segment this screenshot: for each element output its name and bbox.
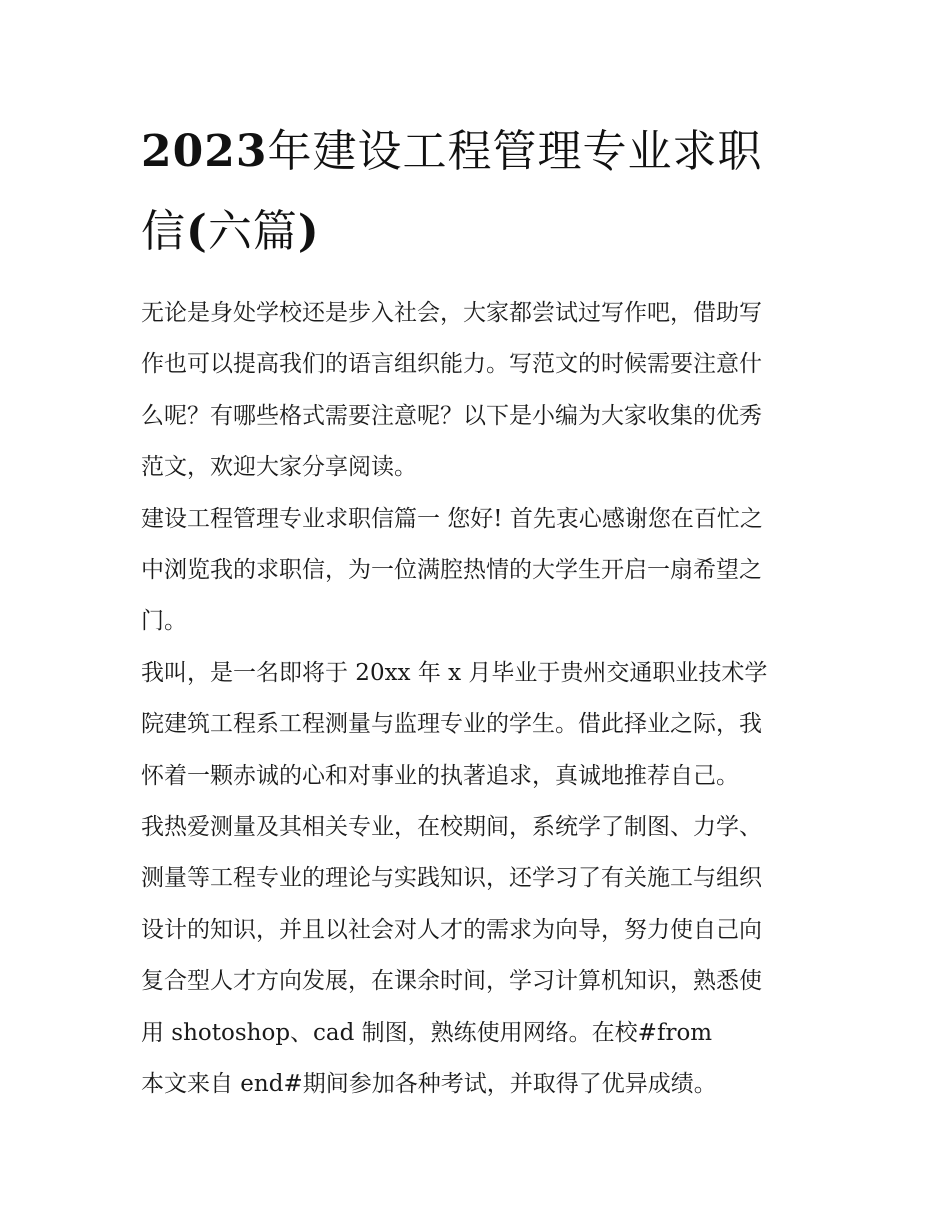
- text-line: 测量等工程专业的理论与实践知识，还学习了有关施工与组织: [141, 865, 762, 892]
- text-line: 范文，欢迎大家分享阅读。: [141, 454, 417, 481]
- document-content: [141, 112, 813, 1111]
- text-line: 用 shotoshop、cad 制图，熟练使用网络。在校#from: [141, 1019, 713, 1046]
- text-line: 么呢？有哪些格式需要注意呢？以下是小编为大家收集的优秀: [141, 402, 762, 429]
- title-paren-close: ): [297, 206, 320, 257]
- text-line: 作也可以提高我们的语言组织能力。写范文的时候需要注意什: [141, 351, 762, 378]
- title-text-2a: 信: [141, 206, 186, 257]
- paragraph-skills: [141, 802, 813, 1059]
- paragraph-source: [141, 1059, 813, 1110]
- text-line: 门。: [141, 608, 187, 635]
- paragraph-introduction-self: [141, 648, 813, 802]
- text-line: 本文来自 end#期间参加各种考试，并取得了优异成绩。: [141, 1071, 717, 1098]
- title-line-2: [141, 192, 813, 272]
- text-line: 院建筑工程系工程测量与监理专业的学生。借此择业之际，我: [141, 711, 762, 738]
- paragraph-greeting: [141, 494, 813, 648]
- text-line: 我热爱测量及其相关专业，在校期间，系统学了制图、力学、: [141, 814, 762, 841]
- title-text-1: 年建设工程管理专业求职: [267, 126, 763, 177]
- text-line: 中浏览我的求职信，为一位满腔热情的大学生开启一扇希望之: [141, 557, 762, 584]
- title-text-2c: 六篇: [207, 206, 298, 257]
- text-line: 建设工程管理专业求职信篇一 您好! 首先衷心感谢您在百忙之: [141, 505, 763, 532]
- title-line-1: [141, 112, 813, 192]
- text-line: 无论是身处学校还是步入社会，大家都尝试过写作吧，借助写: [141, 300, 762, 326]
- body-text: [141, 288, 813, 1111]
- paragraph-intro: [141, 288, 813, 494]
- title-year: 2023: [141, 126, 268, 177]
- text-line: 怀着一颗赤诚的心和对事业的执著追求，真诚地推荐自己。: [141, 762, 739, 789]
- text-line: 我叫，是一名即将于 20xx 年 x 月毕业于贵州交通职业技术学: [141, 659, 768, 686]
- text-line: 复合型人才方向发展，在课余时间，学习计算机知识，熟悉使: [141, 968, 762, 995]
- page-title: [141, 112, 813, 272]
- text-line: 设计的知识，并且以社会对人才的需求为向导，努力使自己向: [141, 916, 762, 943]
- title-paren-open: (: [186, 206, 208, 257]
